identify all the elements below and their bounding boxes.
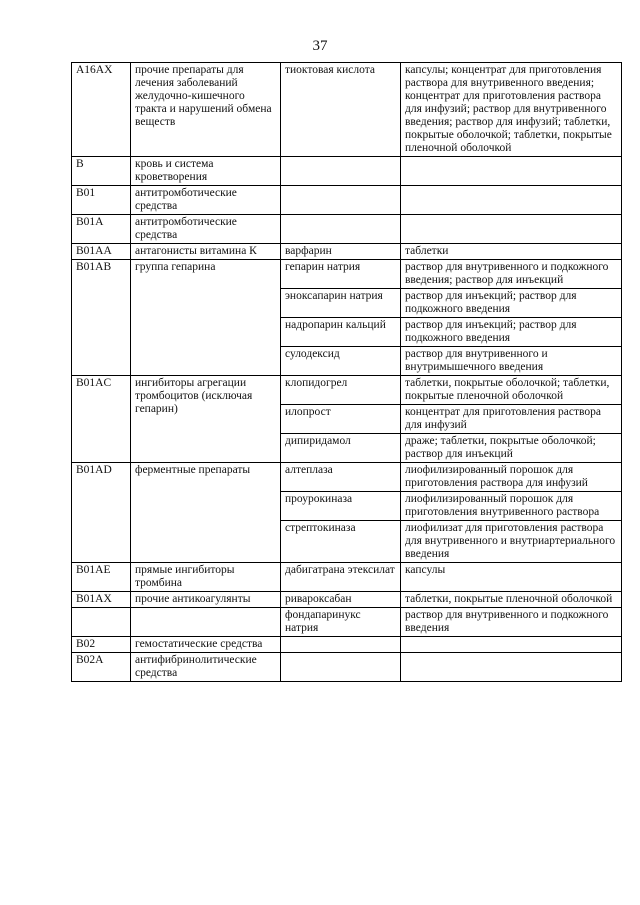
dosage-form-cell: раствор для инъекций; раствор для подкожного введения (401, 318, 622, 347)
drug-name-cell (281, 215, 401, 244)
drug-name-cell: ривароксабан (281, 592, 401, 608)
table-row (72, 157, 622, 186)
group-cell: ферментные препараты (131, 463, 281, 563)
atc-code-cell: B02A (72, 653, 131, 682)
table-row (72, 260, 622, 289)
drug-name-cell: дабигатрана этексилат (281, 563, 401, 592)
dosage-form-cell: лиофилизат для приготовления раствора для внутривенного и внутриартериального введения (401, 521, 622, 563)
group-cell: антитромботические средства (131, 215, 281, 244)
drug-name-cell: дипиридамол (281, 434, 401, 463)
table-row (72, 592, 622, 608)
dosage-form-cell (401, 186, 622, 215)
atc-code-cell: B01AE (72, 563, 131, 592)
atc-code-cell: B (72, 157, 131, 186)
group-cell: антагонисты витамина К (131, 244, 281, 260)
group-cell (131, 608, 281, 637)
atc-code-cell: B01AA (72, 244, 131, 260)
group-cell: антитромботические средства (131, 186, 281, 215)
dosage-form-cell: лиофилизированный порошок для приготовления раствора для инфузий (401, 463, 622, 492)
table-row (72, 653, 622, 682)
dosage-form-cell: лиофилизированный порошок для приготовления внутривенного раствора (401, 492, 622, 521)
atc-code-cell: B01AX (72, 592, 131, 608)
table-row (72, 186, 622, 215)
group-cell: ингибиторы агрегации тромбоцитов (исключая гепарин) (131, 376, 281, 463)
dosage-form-cell: таблетки (401, 244, 622, 260)
drug-name-cell: илопрост (281, 405, 401, 434)
table-row (72, 637, 622, 653)
table-row (72, 463, 622, 492)
group-cell: гемостатические средства (131, 637, 281, 653)
atc-code-cell: A16AX (72, 63, 131, 157)
dosage-form-cell: таблетки, покрытые пленочной оболочкой (401, 592, 622, 608)
atc-code-cell (72, 608, 131, 637)
drug-name-cell: проурокиназа (281, 492, 401, 521)
atc-code-cell: B01AB (72, 260, 131, 376)
dosage-form-cell: таблетки, покрытые оболочкой; таблетки, покрытые пленочной оболочкой (401, 376, 622, 405)
group-cell: кровь и система кроветворения (131, 157, 281, 186)
dosage-form-cell (401, 215, 622, 244)
table-row (72, 215, 622, 244)
dosage-form-cell: раствор для инъекций; раствор для подкожного введения (401, 289, 622, 318)
group-cell: прочие антикоагулянты (131, 592, 281, 608)
dosage-form-cell: концентрат для приготовления раствора для инфузий (401, 405, 622, 434)
group-cell: прочие препараты для лечения заболеваний желудочно-кишечного тракта и нарушений обмена веществ (131, 63, 281, 157)
dosage-form-cell (401, 653, 622, 682)
dosage-form-cell: раствор для внутривенного и внутримышечного введения (401, 347, 622, 376)
drug-name-cell: тиоктовая кислота (281, 63, 401, 157)
dosage-form-cell: капсулы (401, 563, 622, 592)
atc-code-cell: B01AD (72, 463, 131, 563)
drug-name-cell: варфарин (281, 244, 401, 260)
atc-code-cell: B01 (72, 186, 131, 215)
drug-name-cell (281, 157, 401, 186)
drug-name-cell: гепарин натрия (281, 260, 401, 289)
dosage-form-cell (401, 637, 622, 653)
drug-name-cell: клопидогрел (281, 376, 401, 405)
table-row (72, 376, 622, 405)
drug-name-cell: сулодексид (281, 347, 401, 376)
table-row (72, 563, 622, 592)
dosage-form-cell: капсулы; концентрат для приготовления раствора для внутривенного введения; концентрат для приготовления раствора для инфузий; раствор для внутривенного введения; раствор для инфузий; таблетки, покрытые оболочкой; таблетки, покрытые пленочной оболочкой (401, 63, 622, 157)
atc-code-cell: B01AC (72, 376, 131, 463)
drug-name-cell (281, 186, 401, 215)
group-cell: прямые ингибиторы тромбина (131, 563, 281, 592)
table-row (72, 63, 622, 157)
dosage-form-cell: драже; таблетки, покрытые оболочкой; раствор для инъекций (401, 434, 622, 463)
page-number: 37 (312, 38, 328, 54)
drug-name-cell: стрептокиназа (281, 521, 401, 563)
atc-code-cell: B02 (72, 637, 131, 653)
drug-name-cell: эноксапарин натрия (281, 289, 401, 318)
drug-name-cell: алтеплаза (281, 463, 401, 492)
drug-name-cell: надропарин кальций (281, 318, 401, 347)
group-cell: антифибринолитические средства (131, 653, 281, 682)
group-cell: группа гепарина (131, 260, 281, 376)
drug-name-cell (281, 637, 401, 653)
table-row (72, 244, 622, 260)
table-body (72, 63, 622, 682)
table-row (72, 608, 622, 637)
dosage-form-cell: раствор для внутривенного и подкожного введения (401, 608, 622, 637)
atc-code-cell: B01A (72, 215, 131, 244)
dosage-form-cell: раствор для внутривенного и подкожного введения; раствор для инъекций (401, 260, 622, 289)
dosage-form-cell (401, 157, 622, 186)
drug-table (71, 62, 622, 682)
drug-name-cell: фондапаринукс натрия (281, 608, 401, 637)
drug-name-cell (281, 653, 401, 682)
